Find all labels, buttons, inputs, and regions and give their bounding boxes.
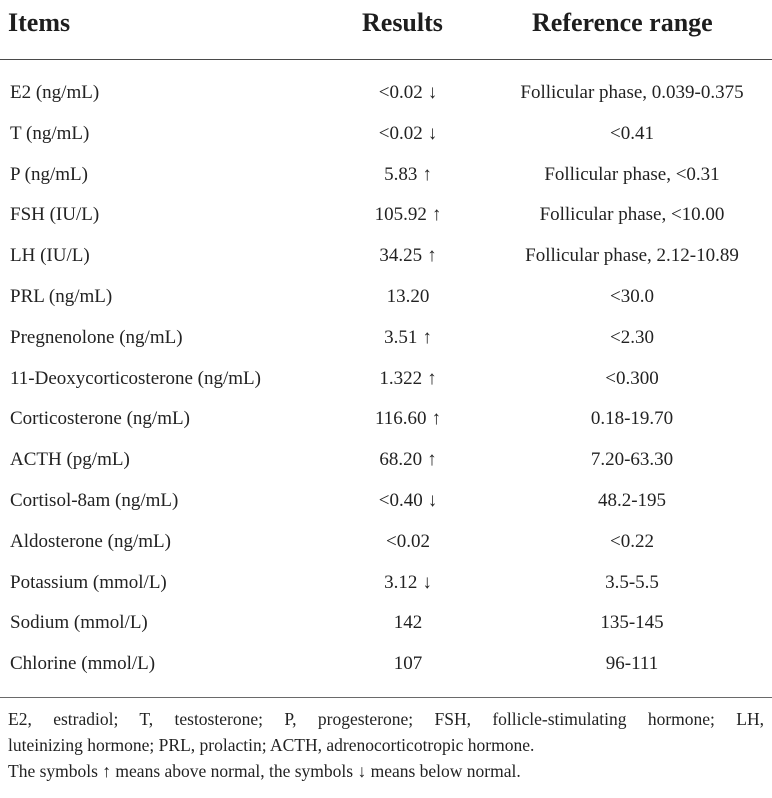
result-value [308, 481, 508, 521]
arrow-up-icon: ↑ [427, 245, 437, 267]
result-value [308, 195, 508, 235]
item-name: Sodium (mmol/L) [10, 612, 148, 634]
footnote-line-1: E2, estradiol; T, testosterone; P, progesterone; FSH, follicle-stimulating hormone; LH, [8, 709, 764, 729]
table-row [0, 114, 772, 155]
result-value [308, 440, 508, 480]
item-name: PRL (ng/mL) [10, 285, 113, 307]
result-number: 3.12 [384, 571, 418, 593]
arrow-up-icon: ↑ [427, 367, 437, 389]
item-name: Cortisol-8am (ng/mL) [10, 489, 179, 511]
reference-range: 7.20-63.30 [590, 449, 674, 471]
result-number: 34.25 [379, 245, 423, 267]
item-name: Aldosterone (ng/mL) [10, 530, 171, 552]
table-row [0, 359, 772, 400]
table-row [0, 399, 772, 440]
item-name: Chlorine (mmol/L) [10, 653, 156, 675]
result-value [308, 644, 508, 684]
table-row [0, 318, 772, 359]
item-name: Corticosterone (ng/mL) [10, 408, 190, 430]
table-body [0, 73, 772, 685]
arrow-up-icon: ↑ [422, 163, 432, 185]
reference-range: 0.18-19.70 [590, 408, 674, 430]
table-row [0, 155, 772, 196]
item-name: ACTH (pg/mL) [10, 449, 130, 471]
table-row [0, 603, 772, 644]
arrow-up-icon: ↑ [427, 449, 437, 471]
table-row [0, 481, 772, 522]
result-number: 142 [393, 612, 423, 634]
footnote-line-3: The symbols ↑ means above normal, the symbols ↓ means below normal. [8, 761, 521, 781]
item-name: T (ng/mL) [10, 122, 90, 144]
result-value [308, 155, 508, 195]
reference-range: <0.22 [610, 530, 654, 552]
result-number: <0.02 [386, 530, 430, 552]
result-number: 5.83 [384, 163, 418, 185]
result-number: 1.322 [379, 367, 423, 389]
header-reference-range: Reference range [532, 8, 713, 37]
table-row [0, 563, 772, 604]
result-number: <0.02 [378, 82, 423, 103]
header-results: Results [362, 8, 443, 37]
reference-range: Follicular phase, 0.039-0.375 [520, 82, 744, 103]
table-footnote [8, 706, 766, 784]
table-bottom-rule [0, 697, 772, 698]
item-name: P (ng/mL) [10, 163, 88, 185]
reference-range: <0.300 [605, 367, 659, 389]
table-row [0, 236, 772, 277]
item-name: Pregnenolone (ng/mL) [10, 326, 183, 348]
table-row [0, 277, 772, 318]
arrow-up-icon: ↑ [422, 326, 432, 348]
reference-range: 48.2-195 [597, 489, 667, 511]
arrow-down-icon: ↓ [427, 489, 438, 511]
reference-range: 96-111 [605, 653, 659, 675]
reference-range: Follicular phase, <0.31 [544, 163, 720, 185]
table-row [0, 73, 772, 114]
reference-range: 3.5-5.5 [605, 571, 659, 593]
reference-range: Follicular phase, 2.12-10.89 [525, 245, 739, 267]
item-name: FSH (IU/L) [10, 204, 100, 226]
reference-range: <2.30 [610, 326, 654, 348]
result-value [308, 563, 508, 603]
result-number: 68.20 [379, 449, 423, 471]
result-number: 3.51 [384, 326, 418, 348]
result-number: 107 [393, 653, 423, 675]
result-value [308, 73, 508, 113]
result-value [308, 359, 508, 399]
result-value [308, 318, 508, 358]
result-number: 116.60 [374, 408, 427, 430]
result-number: <0.02 [378, 122, 423, 144]
result-value [308, 114, 508, 154]
table-row [0, 195, 772, 236]
result-value [308, 522, 508, 562]
result-value [308, 399, 508, 439]
arrow-down-icon: ↓ [422, 571, 432, 593]
footnote-line-2: luteinizing hormone; PRL, prolactin; ACTH, adrenocorticotropic hormone. [8, 735, 535, 755]
result-value [308, 277, 508, 317]
result-value [308, 603, 508, 643]
table-header [0, 0, 772, 60]
arrow-up-icon: ↑ [431, 204, 442, 226]
item-name: 11-Deoxycorticosterone (ng/mL) [10, 367, 261, 389]
reference-range: <0.41 [610, 122, 654, 144]
arrow-down-icon: ↓ [427, 82, 438, 103]
table-row [0, 522, 772, 563]
header-items: Items [8, 8, 71, 37]
arrow-up-icon: ↑ [431, 408, 442, 430]
result-number: <0.40 [378, 489, 423, 511]
reference-range: Follicular phase, <10.00 [539, 204, 725, 226]
result-number: 105.92 [374, 204, 427, 226]
result-number: 13.20 [386, 285, 430, 307]
reference-range: <30.0 [610, 285, 654, 307]
item-name: E2 (ng/mL) [10, 82, 100, 103]
item-name: Potassium (mmol/L) [10, 571, 167, 593]
table-row [0, 440, 772, 481]
table-row [0, 644, 772, 685]
result-value [308, 236, 508, 276]
arrow-down-icon: ↓ [427, 122, 438, 144]
item-name: LH (IU/L) [10, 245, 90, 267]
reference-range: 135-145 [600, 612, 664, 634]
